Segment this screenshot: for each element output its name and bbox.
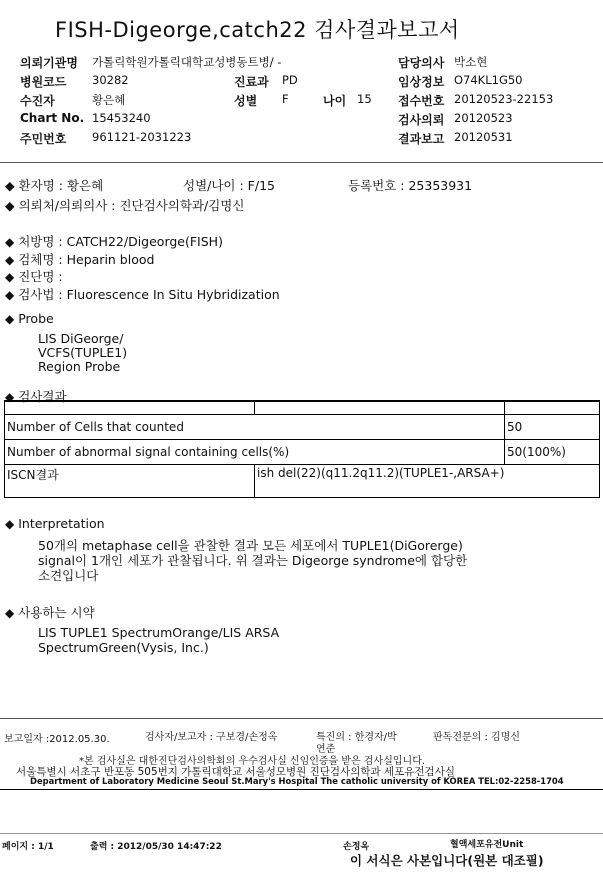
- header-value: 가톨릭학원가톨릭대학교성병동트병/ -: [92, 55, 282, 69]
- result-name: ISCN결과: [5, 465, 255, 498]
- result-value: ish del(22)(q11.2q11.2)(TUPLE1-,ARSA+): [255, 465, 600, 498]
- header-value: 20120531: [454, 130, 513, 144]
- interpretation-line: signal이 1개인 세포가 관찰됩니다. 위 결과는 Digeorge syndrome에 합당한: [38, 553, 468, 568]
- specialist: 특진의 : 한경자/박: [316, 732, 397, 743]
- probe-line: VCFS(TUPLE1): [38, 345, 128, 360]
- header-divider: [0, 162, 603, 163]
- header-label: 결과보고: [398, 132, 445, 146]
- results-label: ◆ 검사결과: [5, 387, 67, 405]
- header-value: 황은혜: [92, 93, 126, 107]
- header-value: 961121-2031223: [92, 130, 192, 144]
- probe-line: LIS DiGeorge/: [38, 331, 124, 346]
- reagent-line: SpectrumGreen(Vysis, Inc.): [38, 640, 209, 655]
- requester: ◆ 의뢰처/의뢰의사 : 진단검사의학과/김명신: [5, 198, 245, 213]
- table-row: [5, 415, 600, 440]
- report-title: FISH-Digeorge,catch22 검사결과보고서: [55, 18, 460, 42]
- report-date: 보고일자 :2012.05.30.: [4, 734, 110, 745]
- interpretation-line: 소견입니다: [38, 568, 99, 583]
- header-label: 나이: [323, 94, 347, 108]
- header-label: 병원코드: [20, 75, 67, 89]
- header-label: 검사의뢰: [398, 113, 445, 127]
- header-value: 박소현: [454, 55, 488, 69]
- signer: 손정옥: [343, 842, 370, 852]
- header-value: 15453240: [92, 111, 151, 125]
- header-value: 20120523: [454, 111, 513, 125]
- header-label: 임상정보: [398, 75, 445, 89]
- certification-note: *본 검사실은 대한진단검사의학회의 우수검사실 신임인증을 받은 검사실입니다.: [79, 756, 426, 767]
- page-indicator: 페이지 : 1/1: [2, 842, 54, 852]
- results-table: [4, 400, 600, 498]
- reader: 판독전문의 : 김명신: [433, 732, 521, 743]
- diagnosis: ◆ 진단명 :: [5, 267, 63, 285]
- result-value: 50(100%): [505, 440, 600, 465]
- header-label: 의뢰기관명: [20, 56, 78, 70]
- header-label: 성별: [234, 94, 258, 108]
- header-label: 담당의사: [398, 56, 445, 70]
- header-value: PD: [282, 73, 298, 87]
- unit-name: 혈액세포유전Unit: [450, 840, 524, 850]
- specimen: ◆ 검체명 : Heparin blood: [5, 250, 154, 268]
- footer-rule: [0, 789, 603, 790]
- patient-sexage: 성별/나이 : F/15: [183, 178, 275, 193]
- header-label: 접수번호: [398, 94, 445, 108]
- header-label: Chart No.: [20, 111, 85, 125]
- print-timestamp: 출력 : 2012/05/30 14:47:22: [90, 842, 222, 852]
- result-name: Number of Cells that counted: [5, 415, 505, 440]
- interpretation-label: ◆ Interpretation: [5, 516, 105, 531]
- header-label: 진료과: [234, 75, 269, 89]
- copy-stamp: 이 서식은 사본입니다(원본 대조필): [350, 853, 544, 868]
- registration-number: 등록번호 : 25353931: [348, 178, 473, 193]
- header-value: 30282: [92, 73, 129, 87]
- header-label: 주민번호: [20, 132, 67, 146]
- probe-line: Region Probe: [38, 359, 121, 374]
- header-label: 수진자: [20, 94, 55, 108]
- result-value: 50: [505, 415, 600, 440]
- reagents-label: ◆ 사용하는 시약: [5, 603, 95, 621]
- prescription: ◆ 처방명 : CATCH22/Digeorge(FISH): [5, 232, 223, 250]
- print-divider: [0, 833, 603, 834]
- header-value: 15: [357, 92, 372, 106]
- header-value: 20120523-22153: [454, 92, 554, 106]
- probe-label: ◆ Probe: [5, 311, 54, 326]
- table-row: [5, 440, 600, 465]
- reagent-line: LIS TUPLE1 SpectrumOrange/LIS ARSA: [38, 625, 280, 640]
- method: ◆ 검사법 : Fluorescence In Situ Hybridization: [5, 285, 280, 303]
- lab-address: 서울특별시 서초구 반포동 505번지 가톨릭대학교 서울성모병원 진단검사의학과 세포유전검사실: [16, 766, 455, 778]
- specialist-cont: 연준: [316, 744, 336, 755]
- footer-divider: [0, 718, 603, 719]
- header-value: F: [282, 92, 289, 106]
- department-line: Department of Laboratory Medicine Seoul St.Mary's Hospital The catholic university of KOREA TEL:02-2258-1704: [30, 776, 564, 786]
- patient-name: ◆ 환자명 : 황은혜: [5, 178, 104, 193]
- table-row: [5, 465, 600, 498]
- examiner: 검사자/보고자 : 구보경/손정옥: [145, 732, 278, 743]
- result-name: Number of abnormal signal containing cells(%): [5, 440, 505, 465]
- header-value: O74KL1G50: [454, 73, 523, 87]
- interpretation-line: 50개의 metaphase cell을 관찰한 결과 모든 세포에서 TUPLE1(DiGorerge): [38, 538, 463, 553]
